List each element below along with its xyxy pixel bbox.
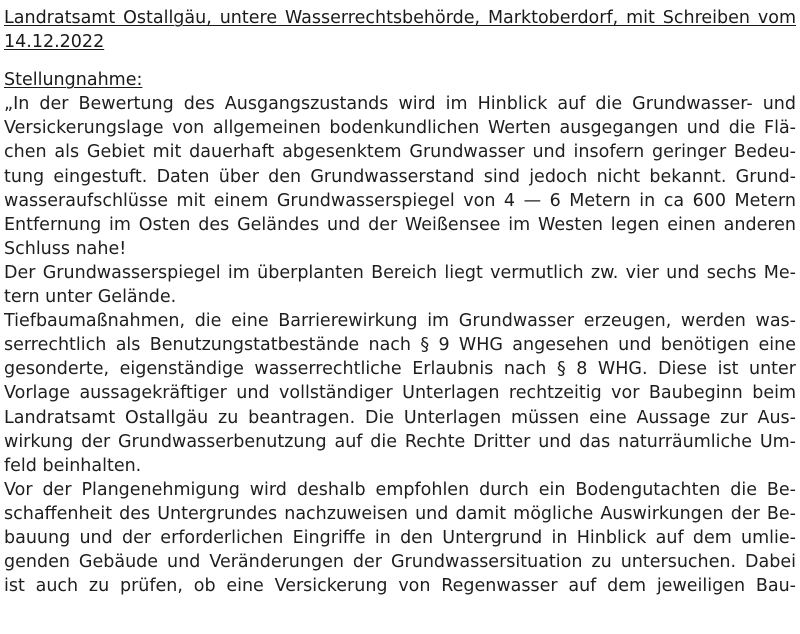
body-line: tern unter Gelände. xyxy=(4,287,177,308)
body-line: ist auch zu prüfen, ob eine Versickerung von Regenwasser auf dem jeweiligen Bau- xyxy=(4,576,796,597)
subheading-label: Stellungnahme: xyxy=(4,70,143,91)
body-line: bauung und der erforderlichen Eingriffe in den Untergrund in Hinblick auf dem umlie- xyxy=(4,527,796,548)
body-line: Tiefbaumaßnahmen, die eine Barrierewirkung im Grundwasser erzeugen, werden was- xyxy=(4,311,796,332)
statement-subheading xyxy=(4,68,796,92)
heading-line-1: Landratsamt Ostallgäu, untere Wasserrechtsbehörde, Marktoberdorf, mit Schreiben vom xyxy=(4,8,796,28)
body-line: genden Gebäude und Veränderungen der Grundwassersituation zu untersuchen. Dabei xyxy=(4,552,796,573)
body-line: Schluss nahe! xyxy=(4,238,127,259)
statement-body xyxy=(4,92,796,598)
body-line: Entfernung im Osten des Geländes und der Weißensee im Westen legen einen anderen xyxy=(4,214,796,235)
body-line: Vorlage aussagekräftiger und vollständiger Unterlagen rechtzeitig vor Baubeginn beim xyxy=(4,383,796,404)
body-line: schaffenheit des Untergrundes nachzuweisen und damit mögliche Auswirkungen der Be- xyxy=(4,503,796,524)
body-line: chen als Gebiet mit dauerhaft abgesenktem Grundwasser und insofern geringer Bedeu- xyxy=(4,142,796,163)
body-line: tung eingestuft. Daten über den Grundwasserstand sind jedoch nicht bekannt. Grund- xyxy=(4,166,796,187)
document-heading xyxy=(4,6,796,54)
document-page xyxy=(4,6,796,598)
body-line: serrechtlich als Benutzungstatbestände nach § 9 WHG angesehen und benötigen eine xyxy=(4,335,796,356)
body-line: Versickerungslage von allgemeinen bodenkundlichen Werten ausgegangen und die Flä- xyxy=(4,118,796,139)
body-line: Der Grundwasserspiegel im überplanten Bereich liegt vermutlich zw. vier und sechs Me- xyxy=(4,262,796,283)
body-line: wasseraufschlüsse mit einem Grundwasserspiegel von 4 — 6 Metern in ca 600 Metern xyxy=(4,190,796,211)
body-line: wirkung der Grundwasserbenutzung auf die Rechte Dritter und das naturräumliche Um- xyxy=(4,431,796,452)
section-gap xyxy=(4,54,796,68)
body-line: Landratsamt Ostallgäu zu beantragen. Die Unterlagen müssen eine Aussage zur Aus- xyxy=(4,407,796,428)
body-line: Vor der Plangenehmigung wird deshalb empfohlen durch ein Bodengutachten die Be- xyxy=(4,479,796,500)
body-line: feld beinhalten. xyxy=(4,455,142,476)
heading-line-2: 14.12.2022 xyxy=(4,32,105,53)
body-line: „In der Bewertung des Ausgangszustands wird im Hinblick auf die Grundwasser- und xyxy=(4,94,796,115)
body-line: gesonderte, eigenständige wasserrechtliche Erlaubnis nach § 8 WHG. Diese ist unter xyxy=(4,359,796,380)
